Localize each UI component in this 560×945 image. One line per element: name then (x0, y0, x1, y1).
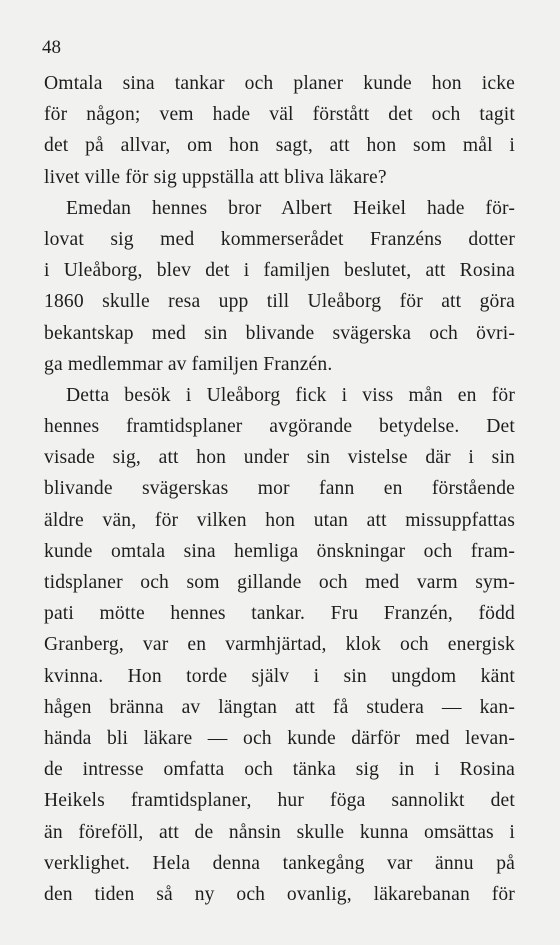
text-line: hända bli läkare — och kunde därför med levan- (44, 727, 515, 749)
text-line: Omtala sina tankar och planer kunde hon icke (44, 73, 515, 94)
page-number: 48 (42, 37, 61, 58)
text-line: blivande svägerskas mor fann en förstående (44, 478, 515, 500)
text-line: de intresse omfatta och tänka sig in i Rosina (44, 759, 515, 781)
text-line: i Uleåborg, blev det i familjen beslutet, att Rosina (44, 260, 515, 282)
text-line: visade sig, att hon under sin vistelse där i sin (44, 447, 515, 469)
text-line: äldre vän, för vilken hon utan att missuppfattas (44, 509, 515, 531)
text-line: kvinna. Hon torde själv i sin ungdom känt (44, 665, 515, 687)
text-line: kunde omtala sina hemliga önskningar och fram- (44, 540, 515, 562)
text-line: det på allvar, om hon sagt, att hon som mål i (44, 135, 515, 157)
text-line: Heikels framtidsplaner, hur föga sannolikt det (44, 790, 515, 812)
text-line: lovat sig med kommerserådet Franzéns dotter (44, 228, 515, 250)
text-line: för någon; vem hade väl förstått det och tagit (44, 104, 515, 126)
text-line: tidsplaner och som gillande och med varm sym- (44, 572, 515, 593)
text-line: Granberg, var en varmhjärtad, klok och energisk (44, 634, 515, 656)
text-line: hennes framtidsplaner avgörande betydelse. Det (44, 416, 515, 438)
text-line: Detta besök i Uleåborg fick i viss mån en för (66, 384, 515, 406)
text-line: hågen bränna av längtan att få studera — kan- (44, 696, 515, 718)
text-line: den tiden så ny och ovanlig, läkarebanan för (44, 883, 515, 905)
text-line: bekantskap med sin blivande svägerska och övri- (44, 322, 515, 344)
text-line: verklighet. Hela denna tankegång var ännu på (44, 852, 515, 874)
text-line: pati mötte hennes tankar. Fru Franzén, född (44, 603, 515, 625)
body-text (44, 68, 515, 910)
text-line: livet ville för sig uppställa att bliva läkare? (44, 166, 387, 188)
text-line: ga medlemmar av familjen Franzén. (44, 353, 333, 375)
text-line: Emedan hennes bror Albert Heikel hade för- (66, 197, 515, 219)
text-line: än föreföll, att de nånsin skulle kunna omsättas i (44, 821, 515, 843)
text-line: 1860 skulle resa upp till Uleåborg för att göra (44, 291, 515, 313)
